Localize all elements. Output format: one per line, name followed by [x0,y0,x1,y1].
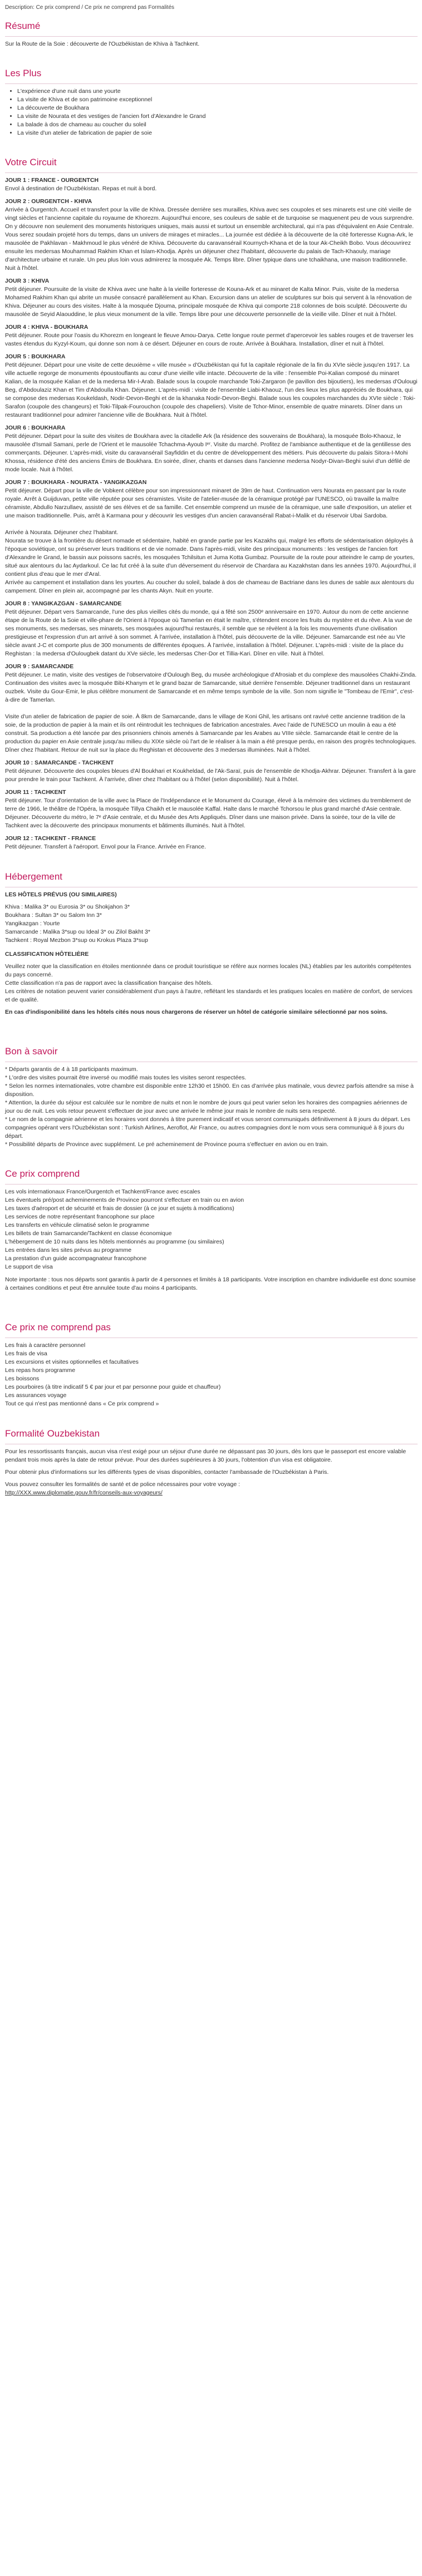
section-title-resume: Résumé [5,21,41,31]
divider [5,172,418,173]
day-block [5,277,418,319]
list-item: Les excursions et visites optionnelles et facultatives [5,1359,139,1365]
list-item: Tout ce qui n'est pas mentionné dans « Ce prix comprend » [5,1400,159,1407]
hotel-list [5,903,418,945]
hotel-item: Yangikazgan : Yourte [5,920,60,927]
list-item: Les services de notre représentant francophone sur place [5,1213,155,1220]
day-block [5,478,418,595]
day-title: JOUR 2 : OURGENTCH - KHIVA [5,198,92,205]
list-item: Les transferts en véhicule climatisé selon le programme [5,1222,150,1228]
day-block [5,788,418,830]
day-text: Petit déjeuner. Poursuite de la visite de Khiva avec une halte à la vieille forteresse de Kouna-Ark et au minaret de Kalta Minor. Puis, visite de la medersa Mohamed Rakhim Khan qui abrite un musée consacré parallèlement au Khan. Excursion dans un atelier de sculptures sur bois qui servent à la rénovation de Khiva. Déjeuner au cours des visites. Halte à la mosquée Djouma, principale mosquée de Khiva qui comporte 218 colonnes de bois sculpté. Découverte du mausolée de Seyid Alaouddine, le plus vieux monument de la ville. Temps libre pour une découverte personnelle de la vieille ville. Dîner et nuit à l'hôtel. [5,286,412,318]
hotels-title: LES HÔTELS PRÉVUS (OU SIMILAIRES) [5,891,117,898]
day-text: Petit déjeuner. Départ vers Samarcande, l'une des plus vieilles cités du monde, qui a fêté son 2500ᵉ anniversaire en 1970. Autour du nom de cette ancienne étape de la Route de la Soie et ville-phare de l'Orient à l'époque où Tamerlan en était le maître, s'étendent encore les fruits du mystère et du rêve. A la vue de ses monuments, ses medersas, ses minarets, ses mosquées aujourd'hui restaurés, il semble que se révèlent à la fois les mouvements d'une civilisation prestigieuse et l'expression d'un art arrivé à son sommet. À l'arrivée, installation à l'hôtel, puis découverte de la ville. Déjeuner. Samarcande est née au VIe siècle avant J-C et comporte plus de 300 monuments de différentes époques. À l'arrivée, installation à l'hôtel. Déjeuner. L'après-midi : visite de la place du Reghistan : la medersa d'Oulougbek datant du XVe siècle, les medersas Cher-Dor et Tillia-Kari. Dîner en ville. Nuit à l'hôtel. [5,609,413,657]
day-block [5,176,418,193]
day-block [5,424,418,474]
hebergement-note: En cas d'indisponibilité dans les hôtels cités nous nous chargerons de réserver un hôtel de catégorie similaire sélectionné par nos soins. [5,1009,387,1015]
day-text: Petit déjeuner. Transfert à l'aéroport. Envol pour la France. Arrivée en France. [5,843,206,850]
list-item: Les boissons [5,1375,40,1382]
list-item: La prestation d'un guide accompagnateur francophone [5,1255,147,1262]
divider [5,83,418,84]
day-text: Arrivée à Ourgentch. Accueil et transfert pour la ville de Khiva. Dressée derrière ses murailles, Khiva avec ses coupoles et ses minarets est une cité vieille de vingt siècles et l'ancienne capitale du royaume de Khorezm. Aujourd'hui encore, ses couleurs de sable et de turquoise se maquenent peu de vous surprendre. On y découvre non seulement des monuments historiques uniques, mais aussi et surtout un ensemble architectural, qui n'a pas d'équivalent en Asie Centrale. Vous serez soudain projeté hors du temps, dans un univers de mirages et miracles... La journée est dédiée à la découverte de la cité forteresse Kugna-Ark, le mausolée de Pakhlavan - Makhmoud le plus vénéré de Khiva. Découverte du caravansérail Kournych-Khana et de la tour Ak-Cheikh Bobo. Vous découvrirez ensuite les medersas Mouhammad Rakhim Khan et Islam-Khodja. Après un déjeuner chez l'habitant, découverte du palais de Tach-Khaouly, mariage d'architecture urbaine et rurale. Un peu plus loin vous admirerez la mosquée Ak. Temps libre. Dîner typique dans une tchaikhana, une maison traditionnelle. Nuit à l'hôtel. [5,206,414,272]
day-title: JOUR 7 : BOUKHARA - NOURATA - YANGIKAZGAN [5,479,147,486]
diplomatie-link[interactable]: http://XXX.www.diplomatie.gouv.fr/fr/conseils-aux-voyageurs/ [5,1489,163,1496]
day-text: Petit déjeuner. Tour d'orientation de la ville avec la Place de l'Indépendance et le Monument du Courage, élevé à la mémoire des victimes du tremblement de terre de 1966, le théâtre de l'Opéra, la mosquée Tillya Chaikh et le mausolée Kaffal. Halte dans le marché Tchorsou le plus grand marché d'Asie centrale. Déjeuner. Découverte du métro, le 7ᵉ d'Asie centrale, et du Musée des Arts Appliqués. Dîner dans une maison privée. Dans la soirée, tour de la ville de Tachkent avec la découverte des principaux monuments et bâtiments illuminés. Nuit à l'hôtel. [5,797,411,829]
hotel-item: Samarcande : Malika 3*sup ou Ideal 3* ou Zilol Bakht 3* [5,929,150,935]
classification-text: Veuillez noter que la classification en étoiles mentionnée dans ce produit touristique se réfère aux normes locales (NL) établies par les autorités compétentes du pays concerné. Cette classification n'a pas de rapport avec la classification française des hôtels. Les critères de notation peuvent varier considérablement d'un pays à l'autre, reflétant les standards et les pratiques locales en matière de confort, de services et de qualité. [5,963,413,1003]
list-item: Les pourboires (à titre indicatif 5 € par jour et par personne pour guide et chauffeur) [5,1384,221,1390]
day-text: Envol à destination de l'Ouzbékistan. Repas et nuit à bord. [5,185,157,192]
resume-text: Sur la Route de la Soie : découverte de l'Ouzbékistan de Khiva à Tachkent. [5,41,200,47]
day-title: JOUR 8 : YANGIKAZGAN - SAMARCANDE [5,600,122,607]
day-text: Petit déjeuner. Découverte des coupoles bleues d'Al Boukhari et Koukheldad, de l'Ak-Saraï, puis de l'ensemble de Khodja-Akhrar. Déjeuner. Transfert à la gare pour prendre le train pour Tachkent. À l'arrivée, dîner chez l'habitant ou à l'hôtel (selon disponibilité). Nuit à l'hôtel. [5,768,416,783]
day-block [5,323,418,348]
day-title: JOUR 1 : FRANCE - OURGENTCH [5,177,99,184]
list-item: • La visite d'un atelier de fabrication de papier de soie [17,129,418,137]
list-item: Les billets de train Samarcande/Tachkent en classe économique [5,1230,172,1237]
section-title-plus: Les Plus [5,68,42,78]
section-title-hebergement: Hébergement [5,871,63,882]
list-item: Le support de visa [5,1264,53,1270]
plus-list [5,87,418,137]
comprend-note: Note importante : tous nos départs sont garantis à partir de 4 personnes et limités à 18 participants. Votre inscription en chambre individuelle est donc soumise à certaines conditions et peut être annulée toute d'au moins 4 participants. [5,1276,416,1291]
list-item: Les vols internationaux France/Ourgentch et Tachkent/France avec escales [5,1188,200,1195]
list-item: Les taxes d'aéroport et de sécurité et frais de dossier (à ce jour et sujets à modifications) [5,1205,234,1212]
section-title-comprend: Ce prix comprend [5,1168,80,1179]
list-item: • La balade à dos de chameau au coucher du soleil [17,121,418,129]
divider [5,36,418,37]
day-text: Petit déjeuner. Départ pour une visite de cette deuxième « ville musée » d'Ouzbékistan qui fut la capitale régionale de la fin du XVIe siècle jusqu'en 1917. La ville actuelle regorge de monuments époustouflants au cœur d'une vieille ville intacte. Découverte de la ville : l'ensemble Poi-Kalian composé du minaret Kalian, de la mosquée Kalian et de la medersa Mir-I-Arab. Balade sous la coupole marchande Toki-Zargaron (le pavillon des bijoutiers), les medersas d'Oulougi Beg, d'Abdoulaziz Khan et Tim d'Abdoulla Khan. Déjeuner. L'après-midi : visite de l'ensemble Liabi-Khaouz, l'un des lieux les plus appréciés de Boukhara, qui se compose des medersas Koukeldash, Nodir-Devon-Beghi et de la khanaka Nodir-Devon-Beghi. Balade sous les coupoles marchandes du XVIe siècle : Toki-Sarafon (coupole des changeurs) et Toki-Tilpak-Fourouchon (coupole des chapeliers). Visite de Tchor-Minor, ensemble de quatre minarets. Dîner dans un restaurant traditionnel pour admirer l'ancienne ville de Boukhara. Nuit à l'hôtel. [5,362,418,418]
day-block [5,835,418,851]
formalite-text-2: Pour obtenir plus d'informations sur les différents types de visas disponibles, contacter l'ambassade de l'Ouzbékistan à Paris. [5,1469,329,1475]
day-text: Petit déjeuner. Route pour l'oasis du Khorezm en longeant le fleuve Amou-Darya. Cette longue route permet d'apercevoir les sables rouges et de traverser les vastes étendus du Kyzyl-Koum, qui donne son nom à ce désert. Déjeuner en cours de route. Arrivée à Boukhara. Installation, dîner et nuit à l'hôtel. [5,332,414,347]
day-title: JOUR 3 : KHIVA [5,278,50,284]
day-block [5,353,418,420]
section-title-formalite: Formalité Ouzbekistan [5,1428,100,1439]
list-item: • La visite de Nourata et des vestiges de l'ancien fort d'Alexandre le Grand [17,112,418,121]
day-title: JOUR 4 : KHIVA - BOUKHARA [5,324,89,330]
day-text: Petit déjeuner. Départ pour la suite des visites de Boukhara avec la citadelle Ark (la résidence des souverains de Boukhara), la mosquée Bolo-Khaouz, le mausolée d'Ismail Samani, perle de l'Orient et le mausolée Tchachma-Ayoub Iᵉʳ. Visite du marché. Profitez de l'ambiance authentique et de la gentillesse des commerçants. Déjeuner. L'après-midi, visite du caravansérail Sayfiddin et du centre de développement des métiers. Puis découverte du palais Sitora-I-Mohi Khossa, résidence d'été des anciens Émirs de Boukhara. En soirée, dîner, chants et danses dans l'ancienne medersa Nodyr-Divan-Beghi suivi d'un défilé de mode locale. Nuit à l'hôtel. [5,433,411,473]
classification-title: CLASSIFICATION HÔTELIÈRE [5,951,89,958]
divider [5,1184,418,1185]
day-text: Petit déjeuner. Le matin, visite des vestiges de l'observatoire d'Oulough Beg, du musée archéologique d'Afrosiab et du complexe des mausolées Chakhi-Zinda. Continuation des visites avec la mosquée Bibi-Khanym et le grand bazar de Samarcande, situé derrière l'ensemble. Déjeuner traditionnel dans un restaurant ouzbek. Visite du Gour-Emir, le plus célèbre monument de Samarcande et en même temps symbole de la ville. Son nom signifie le "Tombeau de l'Emir", c'est-à-dire de Tamerlan. Visite d'un atelier de fabrication de papier de soie. À 8km de Samarcande, dans le village de Koni Ghil, les artisans ont ravivé cette ancienne tradition de la soie, de la production de papier à la main et ils ont réintroduit les techniques de fabrication ancestrales. Avec l'aide de l'UNESCO un moulin à eau a été construit. Sa production a été lancée par des prisonniers chinois amenés à Samarcande par les Arabes au VIIIe siècle. Samarcande était le centre de la production du papier en Asie centrale jusqu'au milieu du XIXe siècle où l'art de le réaliser à la main a été presque perdu, en raison des progrès technologiques. Dîner chez l'habitant. Retour de nuit sur la place du Reghistan et découverte des 3 medersas illuminées. Nuit à l'hôtel. [5,672,417,753]
day-title: JOUR 12 : TACHKENT - FRANCE [5,835,96,842]
day-title: JOUR 10 : SAMARCANDE - TACHKENT [5,759,114,766]
day-title: JOUR 5 : BOUKHARA [5,353,66,360]
circuit-days [5,176,418,851]
formalite-text-1: Pour les ressortissants français, aucun visa n'est exigé pour un séjour d'une durée ne dépassant pas 30 jours, dès lors que le passeport est encore valable pendant trois mois après la date de retour prévue. Pour des durées supérieures à 30 jours, l'obtention d'un visa est obligatoire. [5,1448,406,1463]
list-item: • La visite de Khiva et de son patrimoine exceptionnel [17,96,418,104]
day-block [5,600,418,658]
day-block [5,663,418,754]
list-item: Les entrées dans les sites prévus au programme [5,1247,132,1254]
hotel-item: Khiva : Malika 3* ou Eurosia 3* ou Shokjahon 3* [5,904,130,910]
section-title-bon-savoir: Bon à savoir [5,1046,58,1057]
hotel-item: Tachkent : Royal Mezbon 3*sup ou Krokus Plaza 3*sup [5,937,148,944]
description: Description: Ce prix comprend / Ce prix ne comprend pas Formalités [5,4,175,11]
hotel-item: Boukhara : Sultan 3* ou Salom Inn 3* [5,912,102,919]
day-title: JOUR 6 : BOUKHARA [5,425,66,431]
list-item: L'hébergement de 10 nuits dans les hôtels mentionnés au programme (ou similaires) [5,1238,224,1245]
list-item: • L'expérience d'une nuit dans une yourte [17,87,418,96]
day-block [5,759,418,784]
section-title-circuit: Votre Circuit [5,157,57,167]
section-title-ne-comprend: Ce prix ne comprend pas [5,1322,111,1333]
day-text: Petit déjeuner. Départ pour la ville de Vobkent célèbre pour son impressionnant minaret de 39m de haut. Continuation vers Nourata en passant par la route royale. Arrêt à Guijduvan, petite ville réputée pour ses céramistes. Visite de l'atelier-musée de la céramique protégé par l'UNESCO, où travaille la maître céramiste, Abdullo Narzullaev, assisté de ses élèves et de sa famille. Cet ensemble comprend un musée de la céramique, une salle d'exposition, un atelier et une maison traditionnelle. Puis, arrêt à Karmana pour y découvrir les vestiges d'un ancien caravansérail Rabat-i-Malik et du réservoir Ubai Sardoba. Arrivée à Nourata. Déjeuner chez l'habitant. Nourata se trouve à la frontière du désert nomade et sédentaire, habité en grande partie par les Kazakhs qui, malgré les efforts de sédentarisation déployés à l'époque soviétique, ont su préserver leurs traditions et de vie nomade. Dans l'après-midi, visite des principaux monuments : les vestiges de l'ancien fort d'Alexandre le Grand, le bassin aux poissons sacrés, les mosquées Tchilsitun et Juma Kotta Gumbaz. Poursuite de la route pour atteindre le camp de yourtes, situé aux alentours du lac Aydarkoul. Ce lac fut créé à la suite d'un déversement du réservoir de Chardara au Kazakhstan dans les années 1970. Aujourd'hui, il contient plus d'eau que le mer d'Aral. Arrivée au campement et installation dans les yourtes. Au coucher du soleil, balade à dos de chameau de Bactriane dans les dunes de sable aux alentours du campement. Dîner en plein air, accompagné par les chants Akyn. Nuit en yourte. [5,487,416,594]
comprend-list [5,1188,418,1271]
list-item: Les éventuels pré/post acheminements de Province pourront s'effectuer en train ou en avion [5,1197,244,1203]
list-item: Les assurances voyage [5,1392,67,1399]
list-item: Les frais à caractère personnel [5,1342,86,1349]
formalite-text-3: Vous pouvez consulter les formalités de santé et de police nécessaires pour votre voyage : [5,1481,240,1488]
day-title: JOUR 11 : TACHKENT [5,789,66,796]
list-item: Les frais de visa [5,1350,47,1357]
day-title: JOUR 9 : SAMARCANDE [5,663,74,670]
bon-savoir-text: * Départs garantis de 4 à 18 participants maximum. * L'ordre des visites pourrait être inversé ou modifié mais toutes les visites seront respectées. * Selon les normes internationales, votre chambre est disponible entre 12h30 et 15h00. En cas d'arrivée plus matinale, vous devrez parfois attendre sa mise à disposition. * Attention, la durée du séjour est calculée sur le nombre de nuits et non le nombre de jours qui peut varier selon les horaires des compagnies aériennes de jour ou de nuit. Les vols retour peuvent s'effectuer de jour avec une arrivée le même jour mais le nombre de nuits sera respecté. * Le nom de la compagnie aérienne et les horaires vont donnés à titre purement indicatif et vous seront communiqués définitivement à 8 jours du départ. Les compagnies opérant vers l'Ouzbékistan sont : Turkish Airlines, Aeroflot, Air France, ou autres compagnies dont le nom vous sera communiqué à 8 jours du départ. * Possibilité départs de Province avec supplément. Le pré acheminement de Province pourra s'effectuer en avion ou en train. [5,1066,414,1148]
list-item: • La découverte de Boukhara [17,104,418,112]
day-block [5,198,418,273]
ne-comprend-list [5,1341,418,1408]
list-item: Les repas hors programme [5,1367,76,1374]
